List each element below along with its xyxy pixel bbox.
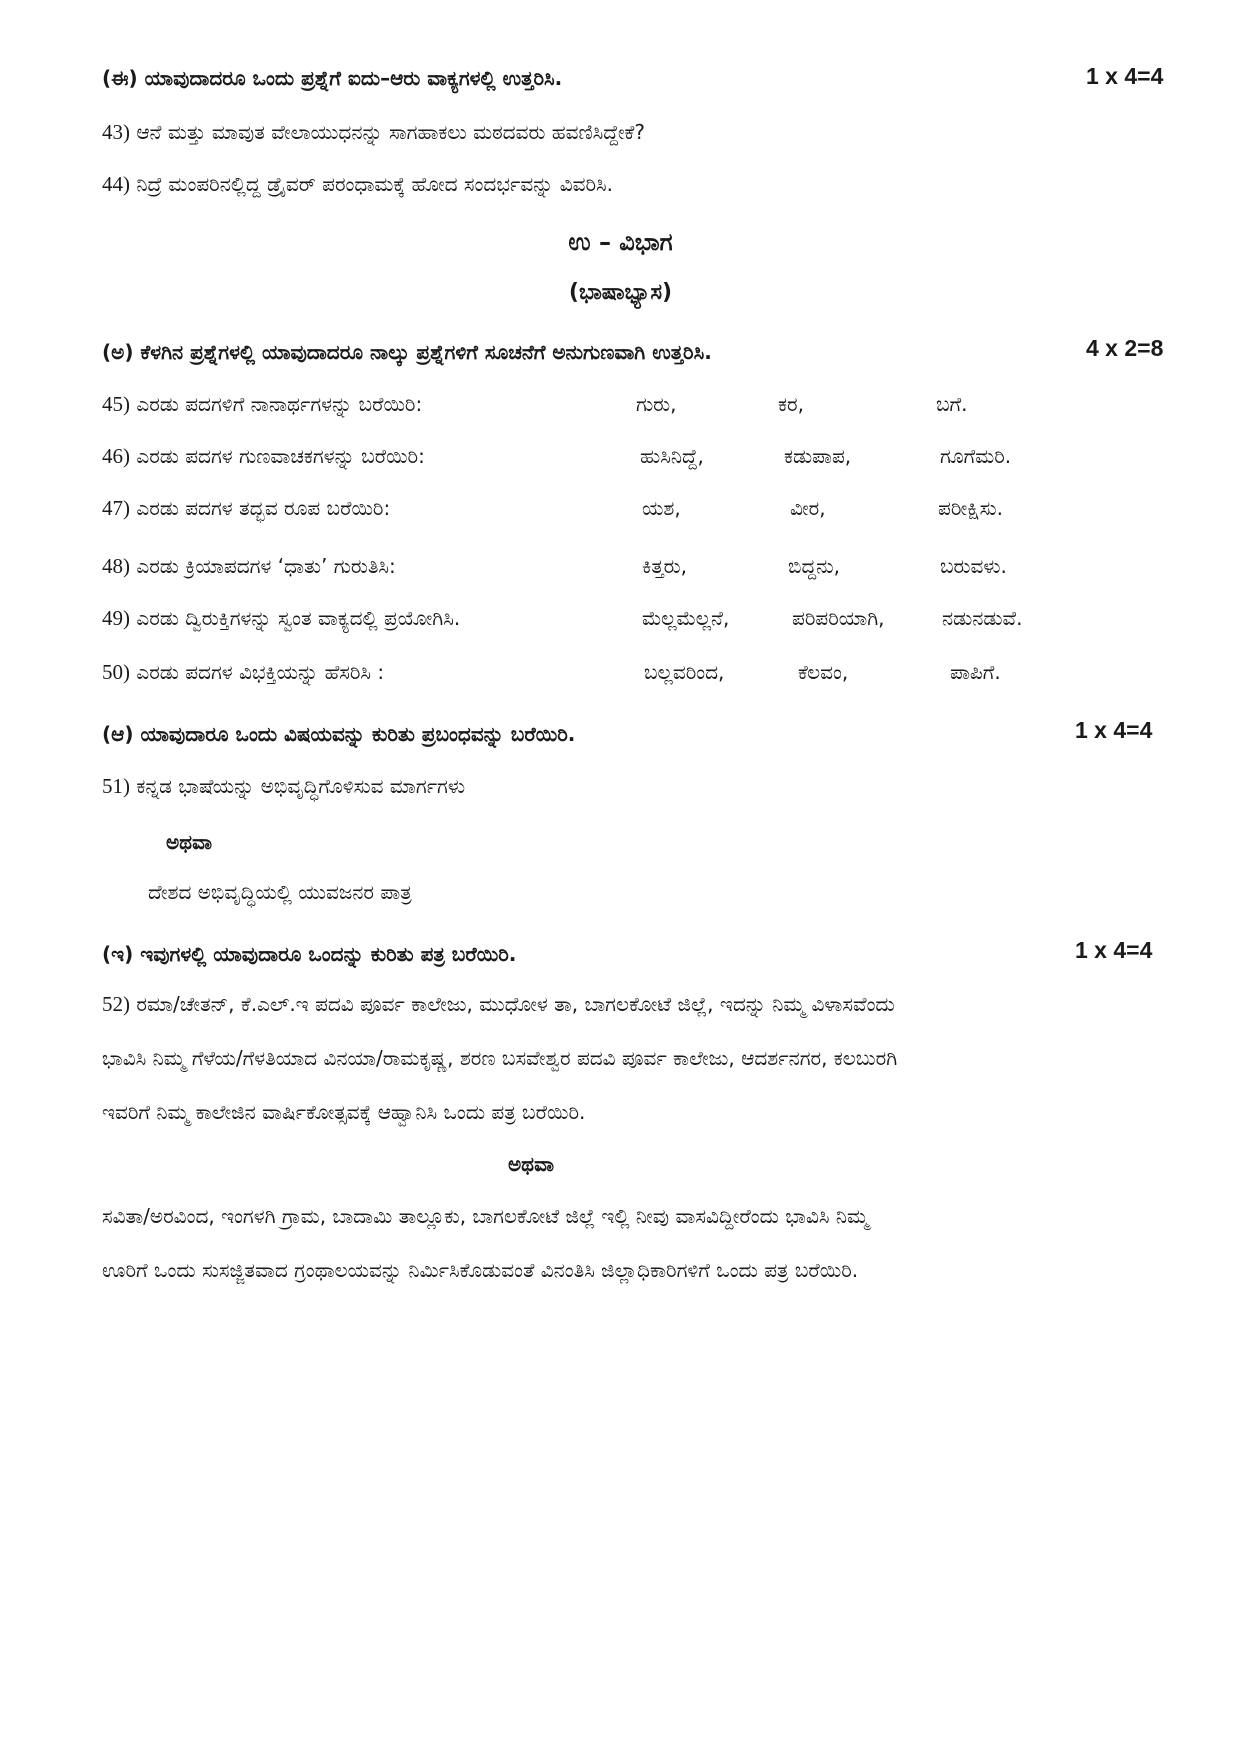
division-title: ಉ – ವಿಭಾಗ: [568, 228, 673, 256]
option-3: ನಡುನಡುವೆ.: [942, 606, 1023, 630]
option-2: ಬಿದ್ದನು,: [788, 554, 841, 578]
question-number: 45): [102, 392, 130, 416]
question-text: ಎರಡು ಪದಗಳ ತದ್ಭವ ರೂಪ ಬರೆಯಿರಿ:: [136, 496, 391, 520]
question-text: ಕನ್ನಡ ಭಾಷೆಯನ್ನು ಅಭಿವೃದ್ಧಿಗೊಳಿಸುವ ಮಾರ್ಗಗಳು: [136, 774, 466, 798]
question-text: ಎರಡು ಪದಗಳ ವಿಭಕ್ತಿಯನ್ನು ಹೆಸರಿಸಿ :: [136, 660, 385, 684]
option-2: ಕೆಲವಂ,: [798, 660, 849, 684]
question-50: [102, 658, 384, 686]
section-i-marks: 1 x 4=4: [1075, 937, 1153, 963]
question-text: ಎರಡು ಪದಗಳ ಗುಣವಾಚಕಗಳನ್ನು ಬರೆಯಿರಿ:: [136, 444, 425, 468]
question-52-line-1: [102, 990, 895, 1018]
question-number: 51): [102, 774, 130, 798]
option-2: ವೀರ,: [790, 496, 826, 520]
section-aa-heading: (ಆ) ಯಾವುದಾರೂ ಒಂದು ವಿಷಯವನ್ನು ಕುರಿತು ಪ್ರಬಂಧವನ್ನು ಬರೆಯಿರಿ.: [102, 722, 576, 746]
question-49: [102, 604, 460, 632]
question-text: ಎರಡು ಕ್ರಿಯಾಪದಗಳ ‘ಧಾತು’ ಗುರುತಿಸಿ:: [136, 554, 396, 578]
question-number: 44): [102, 172, 130, 196]
question-text: ಎರಡು ಪದಗಳಿಗೆ ನಾನಾರ್ಥಗಳನ್ನು ಬರೆಯಿರಿ:: [136, 392, 423, 416]
question-text: ನಿದ್ರೆ ಮಂಪರಿನಲ್ಲಿದ್ದ ಡ್ರೈವರ್ ಪರಂಧಾಮಕ್ಕೆ ಹೋದ ಸಂದರ್ಭವನ್ನು ವಿವರಿಸಿ.: [136, 172, 614, 196]
division-subtitle: (ಭಾಷಾಭ್ಯಾಸ): [568, 280, 673, 305]
section-a-heading: (ಅ) ಕೆಳಗಿನ ಪ್ರಶ್ನೆಗಳಲ್ಲಿ ಯಾವುದಾದರೂ ನಾಲ್ಕು ಪ್ರಶ್ನೆಗಳಿಗೆ ಸೂಚನೆಗೆ ಅನುಗುಣವಾಗಿ ಉತ್ತರಿಸಿ.: [102, 340, 712, 364]
option-1: ಮೆಲ್ಲಮೆಲ್ಲನೆ,: [642, 606, 730, 630]
option-1: ಕಿತ್ತರು,: [642, 554, 687, 578]
option-2: ಕಡುಪಾಪ,: [784, 444, 852, 468]
option-2: ಕರ,: [778, 392, 804, 416]
question-48: [102, 552, 396, 580]
question-number: 50): [102, 660, 130, 684]
question-number: 49): [102, 606, 130, 630]
section-e-marks: 1 x 4=4: [1086, 63, 1164, 89]
alternate-topic: ದೇಶದ ಅಭಿವೃದ್ಧಿಯಲ್ಲಿ ಯುವಜನರ ಪಾತ್ರ: [148, 880, 412, 904]
question-47: [102, 494, 390, 522]
section-e-heading: (ಈ) ಯಾವುದಾದರೂ ಒಂದು ಪ್ರಶ್ನೆಗೆ ಐದು–ಆರು ವಾಕ್ಯಗಳಲ್ಲಿ ಉತ್ತರಿಸಿ.: [102, 66, 563, 90]
question-52-line-3: ಇವರಿಗೆ ನಿಮ್ಮ ಕಾಲೇಜಿನ ವಾರ್ಷಿಕೋತ್ಸವಕ್ಕೆ ಆಹ್ವಾನಿಸಿ ಒಂದು ಪತ್ರ ಬರೆಯಿರಿ.: [102, 1100, 586, 1124]
section-i-heading: (ಇ) ಇವುಗಳಲ್ಲಿ ಯಾವುದಾರೂ ಒಂದನ್ನು ಕುರಿತು ಪತ್ರ ಬರೆಯಿರಿ.: [102, 942, 517, 966]
question-text: ರಮಾ/ಚೇತನ್, ಕೆ.ಎಲ್.ಇ ಪದವಿ ಪೂರ್ವ ಕಾಲೇಜು, ಮುಧೋಳ ತಾ, ಬಾಗಲಕೋಟೆ ಜಿಲ್ಲೆ, ಇದನ್ನು ನಿಮ್ಮ ವಿಳಾಸವೆಂದು: [136, 992, 895, 1016]
option-3: ಬರುವಳು.: [940, 554, 1007, 578]
question-number: 48): [102, 554, 130, 578]
or-label: ಅಥವಾ: [508, 1152, 554, 1176]
section-aa-marks: 1 x 4=4: [1075, 717, 1153, 743]
option-1: ಗುರು,: [636, 392, 677, 416]
question-number: 52): [102, 992, 130, 1016]
alternate-letter-line-2: ಊರಿಗೆ ಒಂದು ಸುಸಜ್ಜಿತವಾದ ಗ್ರಂಥಾಲಯವನ್ನು ನಿರ್ಮಿಸಿಕೊಡುವಂತೆ ವಿನಂತಿಸಿ ಜಿಲ್ಲಾಧಿಕಾರಿಗಳಿಗೆ ಒಂದು ಪತ್ರ ಬರೆಯಿರಿ.: [102, 1258, 859, 1282]
question-45: [102, 390, 422, 418]
question-44: [102, 170, 613, 198]
option-1: ಹುಸಿನಿದ್ದೆ,: [640, 444, 704, 468]
question-number: 46): [102, 444, 130, 468]
question-number: 47): [102, 496, 130, 520]
option-3: ಬಗೆ.: [936, 392, 968, 416]
question-52-line-2: ಭಾವಿಸಿ ನಿಮ್ಮ ಗೆಳೆಯ/ಗೆಳತಿಯಾದ ವಿನಯಾ/ರಾಮಕೃಷ್ಣ, ಶರಣ ಬಸವೇಶ್ವರ ಪದವಿ ಪೂರ್ವ ಕಾಲೇಜು, ಆದರ್ಶನಗರ, ಕಲಬುರಗಿ: [102, 1046, 898, 1070]
option-1: ಯಶ,: [642, 496, 681, 520]
or-label: ಅಥವಾ: [166, 830, 212, 854]
question-number: 43): [102, 120, 130, 144]
option-2: ಪರಿಪರಿಯಾಗಿ,: [792, 606, 885, 630]
option-1: ಬಲ್ಲವರಿಂದ,: [644, 660, 725, 684]
question-text: ಎರಡು ದ್ವಿರುಕ್ತಿಗಳನ್ನು ಸ್ವಂತ ವಾಕ್ಯದಲ್ಲಿ ಪ್ರಯೋಗಿಸಿ.: [136, 606, 461, 630]
question-text: ಆನೆ ಮತ್ತು ಮಾವುತ ವೇಲಾಯುಧನನ್ನು ಸಾಗಹಾಕಲು ಮಠದವರು ಹವಣಿಸಿದ್ದೇಕೆ?: [136, 120, 645, 144]
question-43: [102, 118, 645, 146]
question-46: [102, 442, 425, 470]
question-51: [102, 772, 465, 800]
option-3: ಪರೀಕ್ಷಿಸು.: [938, 496, 1003, 520]
alternate-letter-line-1: ಸವಿತಾ/ಅರವಿಂದ, ಇಂಗಳಗಿ ಗ್ರಾಮ, ಬಾದಾಮಿ ತಾಲ್ಲೂಕು, ಬಾಗಲಕೋಟೆ ಜಿಲ್ಲೆ ಇಲ್ಲಿ ನೀವು ವಾಸವಿದ್ದೀರೆಂದು ಭಾವಿಸಿ ನಿಮ್ಮ: [102, 1204, 869, 1228]
option-3: ಗೂಗೆಮರಿ.: [940, 444, 1012, 468]
option-3: ಪಾಪಿಗೆ.: [950, 660, 1001, 684]
section-a-marks: 4 x 2=8: [1086, 335, 1164, 361]
